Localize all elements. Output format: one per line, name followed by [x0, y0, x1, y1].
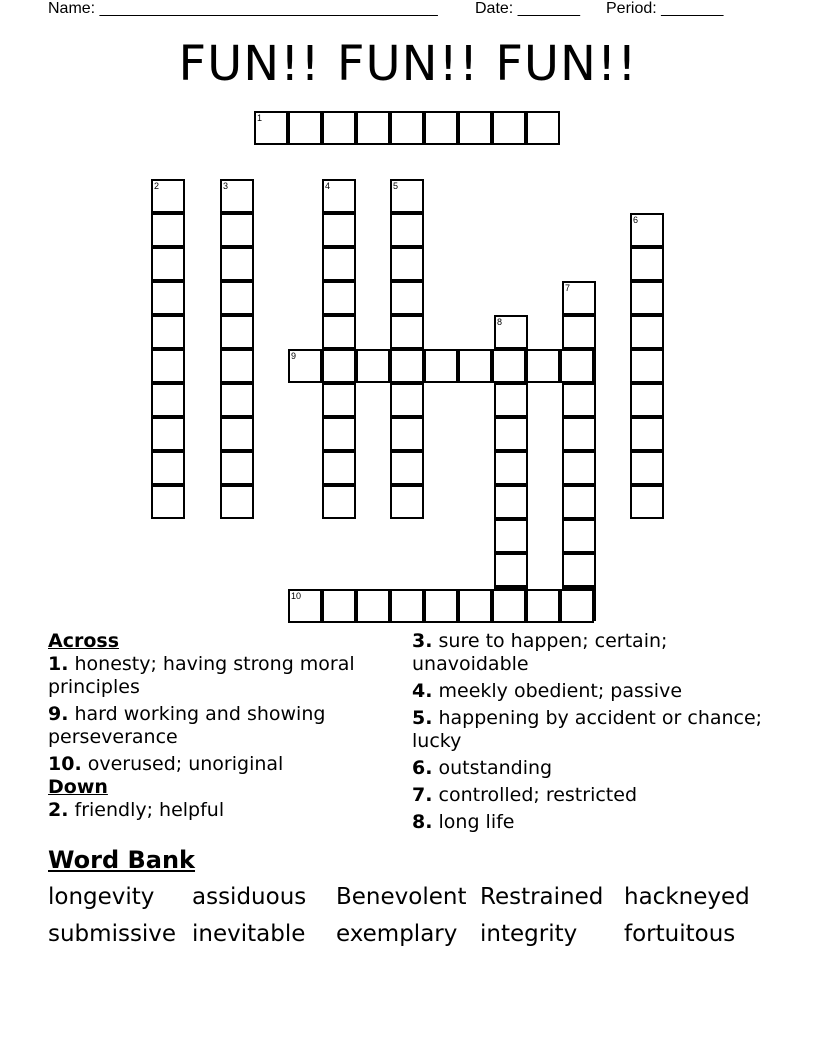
clue-number: 8.: [412, 811, 433, 833]
grid-cell[interactable]: [220, 315, 254, 349]
grid-cell[interactable]: [220, 247, 254, 281]
grid-cell[interactable]: [151, 349, 185, 383]
grid-cell[interactable]: [220, 485, 254, 519]
grid-cell[interactable]: [526, 349, 560, 383]
cell-number: 10: [291, 591, 302, 601]
grid-cell[interactable]: [220, 383, 254, 417]
cell-number: 6: [633, 215, 639, 225]
word-bank-word: inevitable: [192, 921, 306, 947]
grid-cell[interactable]: [151, 451, 185, 485]
clue-number: 5.: [412, 707, 433, 729]
grid-cell[interactable]: [562, 451, 596, 485]
grid-cell[interactable]: [390, 485, 424, 519]
grid-cell[interactable]: [322, 179, 356, 213]
grid-cell[interactable]: [526, 111, 560, 145]
clue-down-3: [412, 630, 772, 676]
clue-down-2: [48, 799, 388, 822]
grid-cell[interactable]: [562, 315, 596, 349]
grid-cell[interactable]: [220, 451, 254, 485]
grid-cell[interactable]: [494, 519, 528, 553]
grid-cell[interactable]: [630, 315, 664, 349]
grid-cell[interactable]: [322, 213, 356, 247]
grid-cell[interactable]: [526, 589, 560, 623]
grid-cell[interactable]: [390, 247, 424, 281]
clue-text: honesty; having strong moral principles: [48, 653, 355, 698]
grid-cell[interactable]: [562, 417, 596, 451]
clue-down-4: [412, 680, 772, 703]
grid-cell[interactable]: [390, 383, 424, 417]
grid-cell[interactable]: [288, 111, 322, 145]
clue-down-8: [412, 811, 772, 834]
grid-cell[interactable]: [560, 589, 594, 623]
grid-cell[interactable]: [630, 417, 664, 451]
clue-text: controlled; restricted: [438, 784, 637, 806]
clue-number: 1.: [48, 653, 69, 675]
word-bank-word: longevity: [48, 884, 155, 910]
grid-cell[interactable]: [630, 485, 664, 519]
grid-cell[interactable]: [562, 281, 596, 315]
grid-cell[interactable]: [494, 383, 528, 417]
word-bank-word: assiduous: [192, 884, 307, 910]
grid-cell[interactable]: [390, 281, 424, 315]
grid-cell[interactable]: [390, 417, 424, 451]
clues-left-column: [48, 630, 388, 826]
grid-cell[interactable]: [151, 281, 185, 315]
grid-cell[interactable]: [494, 553, 528, 587]
period-field[interactable]: Period: _______: [606, 0, 724, 17]
grid-cell[interactable]: [220, 349, 254, 383]
word-bank-word: submissive: [48, 921, 177, 947]
grid-cell[interactable]: [254, 111, 288, 145]
grid-cell[interactable]: [424, 111, 458, 145]
grid-cell[interactable]: [322, 451, 356, 485]
grid-cell[interactable]: [630, 213, 664, 247]
clue-number: 7.: [412, 784, 433, 806]
grid-cell[interactable]: [494, 417, 528, 451]
grid-cell[interactable]: [322, 383, 356, 417]
cell-number: 1: [257, 113, 263, 123]
grid-cell[interactable]: [562, 553, 596, 587]
grid-cell[interactable]: [424, 589, 458, 623]
grid-cell[interactable]: [356, 111, 390, 145]
clue-text: hard working and showing perseverance: [48, 703, 326, 748]
clue-across-9: [48, 703, 388, 749]
grid-cell[interactable]: [458, 111, 492, 145]
clue-number: 9.: [48, 703, 69, 725]
word-bank-word: fortuitous: [624, 921, 736, 947]
grid-cell[interactable]: [390, 589, 424, 623]
clue-down-6: [412, 757, 772, 780]
grid-cell[interactable]: [151, 383, 185, 417]
clue-text: outstanding: [438, 757, 553, 779]
grid-cell[interactable]: [494, 315, 528, 349]
clue-text: meekly obedient; passive: [438, 680, 683, 702]
grid-cell[interactable]: [630, 281, 664, 315]
clue-number: 3.: [412, 630, 433, 652]
date-field[interactable]: Date: _______: [475, 0, 580, 17]
grid-cell[interactable]: [492, 111, 526, 145]
cell-number: 8: [497, 317, 503, 327]
grid-cell[interactable]: [560, 349, 594, 383]
grid-cell[interactable]: [322, 111, 356, 145]
grid-cell[interactable]: [424, 349, 458, 383]
grid-cell[interactable]: [220, 281, 254, 315]
cell-number: 4: [325, 181, 331, 191]
word-bank-word: integrity: [480, 921, 578, 947]
grid-cell[interactable]: [630, 247, 664, 281]
grid-cell[interactable]: [151, 315, 185, 349]
grid-cell[interactable]: [288, 349, 322, 383]
cell-number: 3: [223, 181, 229, 191]
cell-number: 7: [565, 283, 571, 293]
clue-number: 4.: [412, 680, 433, 702]
clue-across-10: [48, 753, 388, 776]
grid-cell[interactable]: [390, 349, 424, 383]
grid-cell[interactable]: [492, 349, 526, 383]
grid-cell[interactable]: [220, 417, 254, 451]
grid-cell[interactable]: [356, 589, 390, 623]
clue-down-7: [412, 784, 772, 807]
name-field[interactable]: Name: ______________________________________: [48, 0, 438, 17]
clue-down-5: [412, 707, 772, 753]
grid-cell[interactable]: [322, 247, 356, 281]
grid-cell[interactable]: [151, 213, 185, 247]
grid-cell[interactable]: [322, 315, 356, 349]
grid-cell[interactable]: [494, 451, 528, 485]
grid-cell[interactable]: [356, 349, 390, 383]
grid-cell[interactable]: [151, 485, 185, 519]
grid-cell[interactable]: [562, 519, 596, 553]
clue-text: happening by accident or chance; lucky: [412, 707, 763, 752]
clue-text: overused; unoriginal: [87, 753, 284, 775]
down-heading: Down: [48, 776, 108, 798]
grid-cell[interactable]: [322, 589, 356, 623]
grid-cell[interactable]: [390, 179, 424, 213]
grid-cell[interactable]: [151, 179, 185, 213]
grid-cell[interactable]: [562, 485, 596, 519]
clue-text: friendly; helpful: [74, 799, 225, 821]
grid-cell[interactable]: [288, 589, 322, 623]
clue-across-1: [48, 653, 388, 699]
grid-cell[interactable]: [458, 589, 492, 623]
grid-cell[interactable]: [492, 589, 526, 623]
grid-cell[interactable]: [630, 349, 664, 383]
grid-cell[interactable]: [630, 451, 664, 485]
across-heading: Across: [48, 630, 120, 652]
cell-number: 9: [291, 351, 297, 361]
grid-cell[interactable]: [458, 349, 492, 383]
clue-number: 6.: [412, 757, 433, 779]
grid-cell[interactable]: [220, 179, 254, 213]
grid-cell[interactable]: [322, 281, 356, 315]
clue-number: 10.: [48, 753, 82, 775]
grid-cell[interactable]: [322, 485, 356, 519]
word-bank-word: exemplary: [336, 921, 458, 947]
clue-text: sure to happen; certain; unavoidable: [412, 630, 668, 675]
grid-cell[interactable]: [390, 315, 424, 349]
grid-cell[interactable]: [494, 485, 528, 519]
clue-text: long life: [438, 811, 515, 833]
grid-cell[interactable]: [220, 213, 254, 247]
grid-cell[interactable]: [322, 349, 356, 383]
grid-cell[interactable]: [322, 417, 356, 451]
page-title: FUN!! FUN!! FUN!!: [178, 36, 638, 92]
cell-number: 2: [154, 181, 160, 191]
grid-cell[interactable]: [151, 417, 185, 451]
grid-cell[interactable]: [630, 383, 664, 417]
grid-cell[interactable]: [151, 247, 185, 281]
clues-right-column: [412, 630, 772, 838]
cell-number: 5: [393, 181, 399, 191]
grid-cell[interactable]: [390, 451, 424, 485]
word-bank-word: Benevolent: [336, 884, 467, 910]
grid-cell[interactable]: [390, 111, 424, 145]
grid-cell[interactable]: [390, 213, 424, 247]
clue-number: 2.: [48, 799, 69, 821]
grid-cell[interactable]: [562, 383, 596, 417]
word-bank-title: Word Bank: [48, 846, 196, 874]
word-bank-word: hackneyed: [624, 884, 750, 910]
word-bank-word: Restrained: [480, 884, 604, 910]
